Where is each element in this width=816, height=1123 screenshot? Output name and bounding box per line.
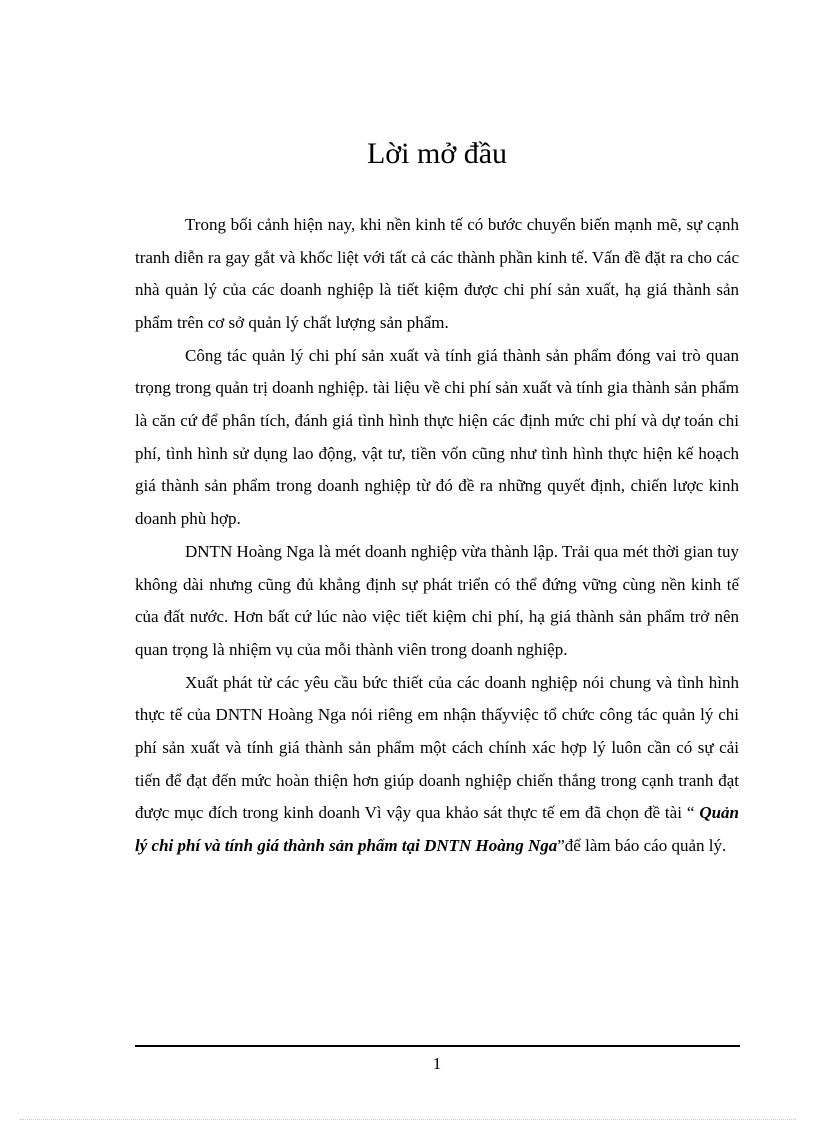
footer-divider xyxy=(135,1045,740,1047)
paragraph-1: Trong bối cảnh hiện nay, khi nền kinh tế có bước chuyển biến mạnh mẽ, sự cạnh tranh diễn ra gay gắt và khốc liệt với tất cả các thành phần kinh tế. Vấn đề đặt ra cho các nhà quản lý của các doanh nghiệp là tiết kiệm được chi phí sản xuất, hạ giá thành sản phẩm trên cơ sở quản lý chất lượng sản phẩm. xyxy=(135,215,739,332)
page-number: 1 xyxy=(432,1054,442,1073)
paragraph-4 xyxy=(135,667,739,863)
thesis-topic: Quản lý chi phí và tính giá thành sản phẩm tại DNTN Hoàng Nga xyxy=(135,803,739,855)
page-title: Lời mở đầu xyxy=(366,137,508,170)
paragraph-2: Công tác quản lý chi phí sản xuất và tính giá thành sản phẩm đóng vai trò quan trọng trong quản trị doanh nghiệp. tài liệu về chi phí sản xuất và tính gia thành sản phẩm là căn cứ để phân tích, đánh giá tình hình thực hiện các định mức chi phí và dự toán chi phí, tình hình sử dụng lao động, vật tư, tiền vốn cũng như tình hình thực hiện kế hoạch giá thành sản phẩm trong doanh nghiệp từ đó đề ra những quyết định, chiến lược kinh doanh phù hợp. xyxy=(135,345,739,528)
paragraph-4-ending: ”để làm báo cáo quản lý. xyxy=(557,835,727,855)
paragraph-4-text: Xuất phát từ các yêu cầu bức thiết của các doanh nghiệp nói chung và tình hình thực tế của DNTN Hoàng Nga nói riêng em nhận thấyviệc tổ chức công tác quản lý chi phí sản xuất và tính giá thành sản phẩm một cách chính xác hợp lý luôn cần có sự cải tiến để đạt đến mức hoàn thiện hơn giúp doanh nghiệp chiến thắng trong cạnh tranh đạt được mục đích trong kinh doanh Vì vậy qua khảo sát thực tế em đã chọn đề tài “ xyxy=(135,672,739,823)
paragraph-3: DNTN Hoàng Nga là mét doanh nghiệp vừa thành lập. Trải qua mét thời gian tuy không dài nhưng cũng đủ khẳng định sự phát triển có thể đứng vững cùng nền kinh tế của đất nước. Hơn bất cứ lúc nào việc tiết kiệm chi phí, hạ giá thành sản phẩm trở nên quan trọng là nhiệm vụ của mỗi thành viên trong doanh nghiệp. xyxy=(135,541,739,659)
document-body xyxy=(135,209,739,862)
page-bottom-border xyxy=(20,1119,796,1120)
